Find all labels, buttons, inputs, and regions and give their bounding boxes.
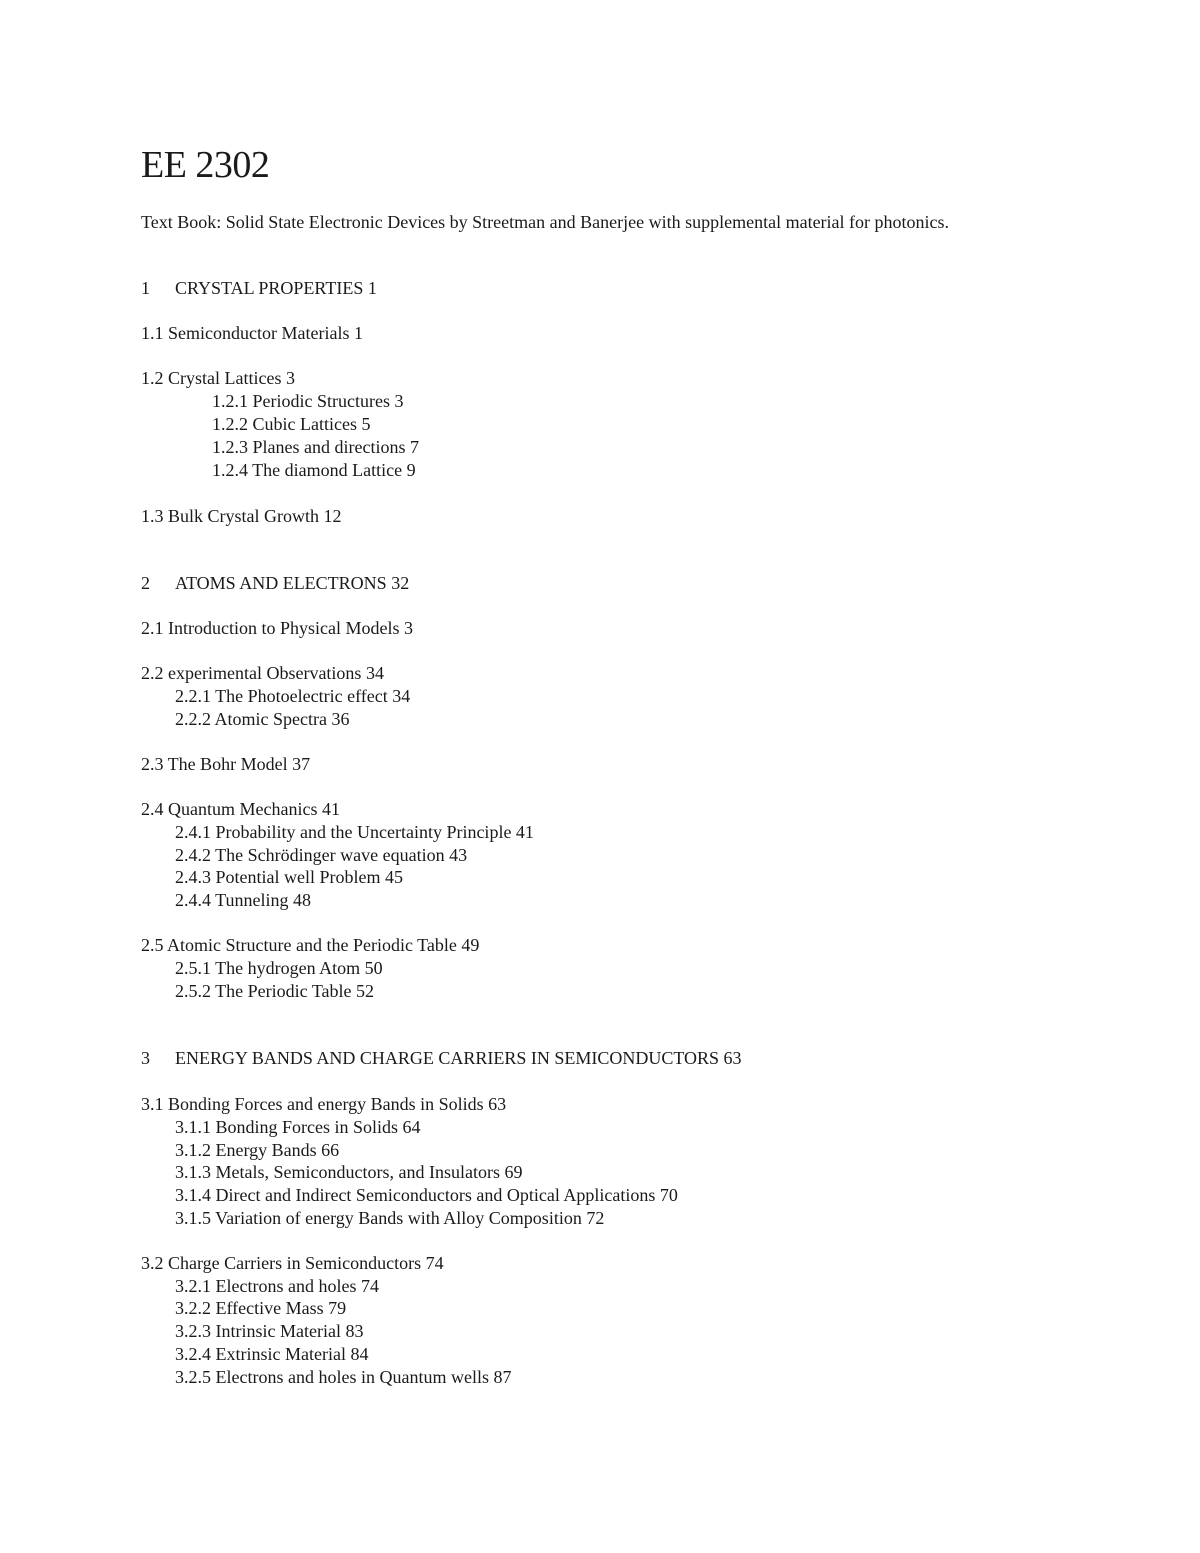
toc-section-item: 1.1 Semiconductor Materials 1 xyxy=(141,323,363,343)
chapter-number: 2 xyxy=(141,573,150,593)
toc-subsection-item: 3.2.4 Extrinsic Material 84 xyxy=(175,1344,369,1364)
toc-section-item: 1.3 Bulk Crystal Growth 12 xyxy=(141,506,342,526)
toc-subsection-item: 3.1.2 Energy Bands 66 xyxy=(175,1140,340,1160)
toc-subsection-item: 2.4.2 The Schrödinger wave equation 43 xyxy=(175,845,468,865)
toc-subsection-item: 3.2.5 Electrons and holes in Quantum wells 87 xyxy=(175,1367,512,1387)
toc-subsection-item: 1.2.1 Periodic Structures 3 xyxy=(212,391,404,411)
toc-subsection-item: 3.2.1 Electrons and holes 74 xyxy=(175,1276,379,1296)
toc-subsection-item: 2.5.1 The hydrogen Atom 50 xyxy=(175,958,383,978)
toc-subsection-item: 2.2.2 Atomic Spectra 36 xyxy=(175,709,350,729)
toc-subsection-item: 1.2.2 Cubic Lattices 5 xyxy=(212,414,371,434)
toc-subsection-item: 3.1.5 Variation of energy Bands with Alloy Composition 72 xyxy=(175,1208,605,1228)
toc-section-item: 2.3 The Bohr Model 37 xyxy=(141,754,311,774)
chapter-number: 1 xyxy=(141,278,150,298)
chapter-title: CRYSTAL PROPERTIES 1 xyxy=(175,278,377,298)
toc-subsection-item: 2.5.2 The Periodic Table 52 xyxy=(175,981,375,1001)
toc-subsection-item: 3.1.4 Direct and Indirect Semiconductors and Optical Applications 70 xyxy=(175,1185,678,1205)
toc-section-item: 3.2 Charge Carriers in Semiconductors 74 xyxy=(141,1253,444,1273)
document-title: EE 2302 xyxy=(141,144,270,186)
toc-section-item: 3.1 Bonding Forces and energy Bands in Solids 63 xyxy=(141,1094,507,1114)
toc-subsection-item: 3.1.3 Metals, Semiconductors, and Insulators 69 xyxy=(175,1162,523,1182)
textbook-line: Text Book: Solid State Electronic Devices by Streetman and Banerjee with supplemental material for photonics. xyxy=(141,212,950,232)
toc-section-item: 1.2 Crystal Lattices 3 xyxy=(141,368,295,388)
toc-subsection-item: 1.2.4 The diamond Lattice 9 xyxy=(212,460,416,480)
toc-chapter-heading xyxy=(141,277,377,300)
toc-chapter-heading xyxy=(141,1047,742,1070)
toc-subsection-item: 3.2.3 Intrinsic Material 83 xyxy=(175,1321,364,1341)
toc-chapter-heading xyxy=(141,572,409,595)
chapter-title: ENERGY BANDS AND CHARGE CARRIERS IN SEMICONDUCTORS 63 xyxy=(175,1048,742,1068)
toc-subsection-item: 3.1.1 Bonding Forces in Solids 64 xyxy=(175,1117,421,1137)
toc-section-item: 2.4 Quantum Mechanics 41 xyxy=(141,799,340,819)
toc-section-item: 2.2 experimental Observations 34 xyxy=(141,663,384,683)
toc-section-item: 2.5 Atomic Structure and the Periodic Table 49 xyxy=(141,935,480,955)
toc-subsection-item: 2.4.4 Tunneling 48 xyxy=(175,890,312,910)
toc-subsection-item: 1.2.3 Planes and directions 7 xyxy=(212,437,419,457)
chapter-title: ATOMS AND ELECTRONS 32 xyxy=(175,573,410,593)
toc-subsection-item: 2.4.1 Probability and the Uncertainty Principle 41 xyxy=(175,822,534,842)
toc-subsection-item: 3.2.2 Effective Mass 79 xyxy=(175,1298,347,1318)
toc-section-item: 2.1 Introduction to Physical Models 3 xyxy=(141,618,413,638)
toc-subsection-item: 2.4.3 Potential well Problem 45 xyxy=(175,867,403,887)
chapter-number: 3 xyxy=(141,1048,150,1068)
toc-subsection-item: 2.2.1 The Photoelectric effect 34 xyxy=(175,686,411,706)
